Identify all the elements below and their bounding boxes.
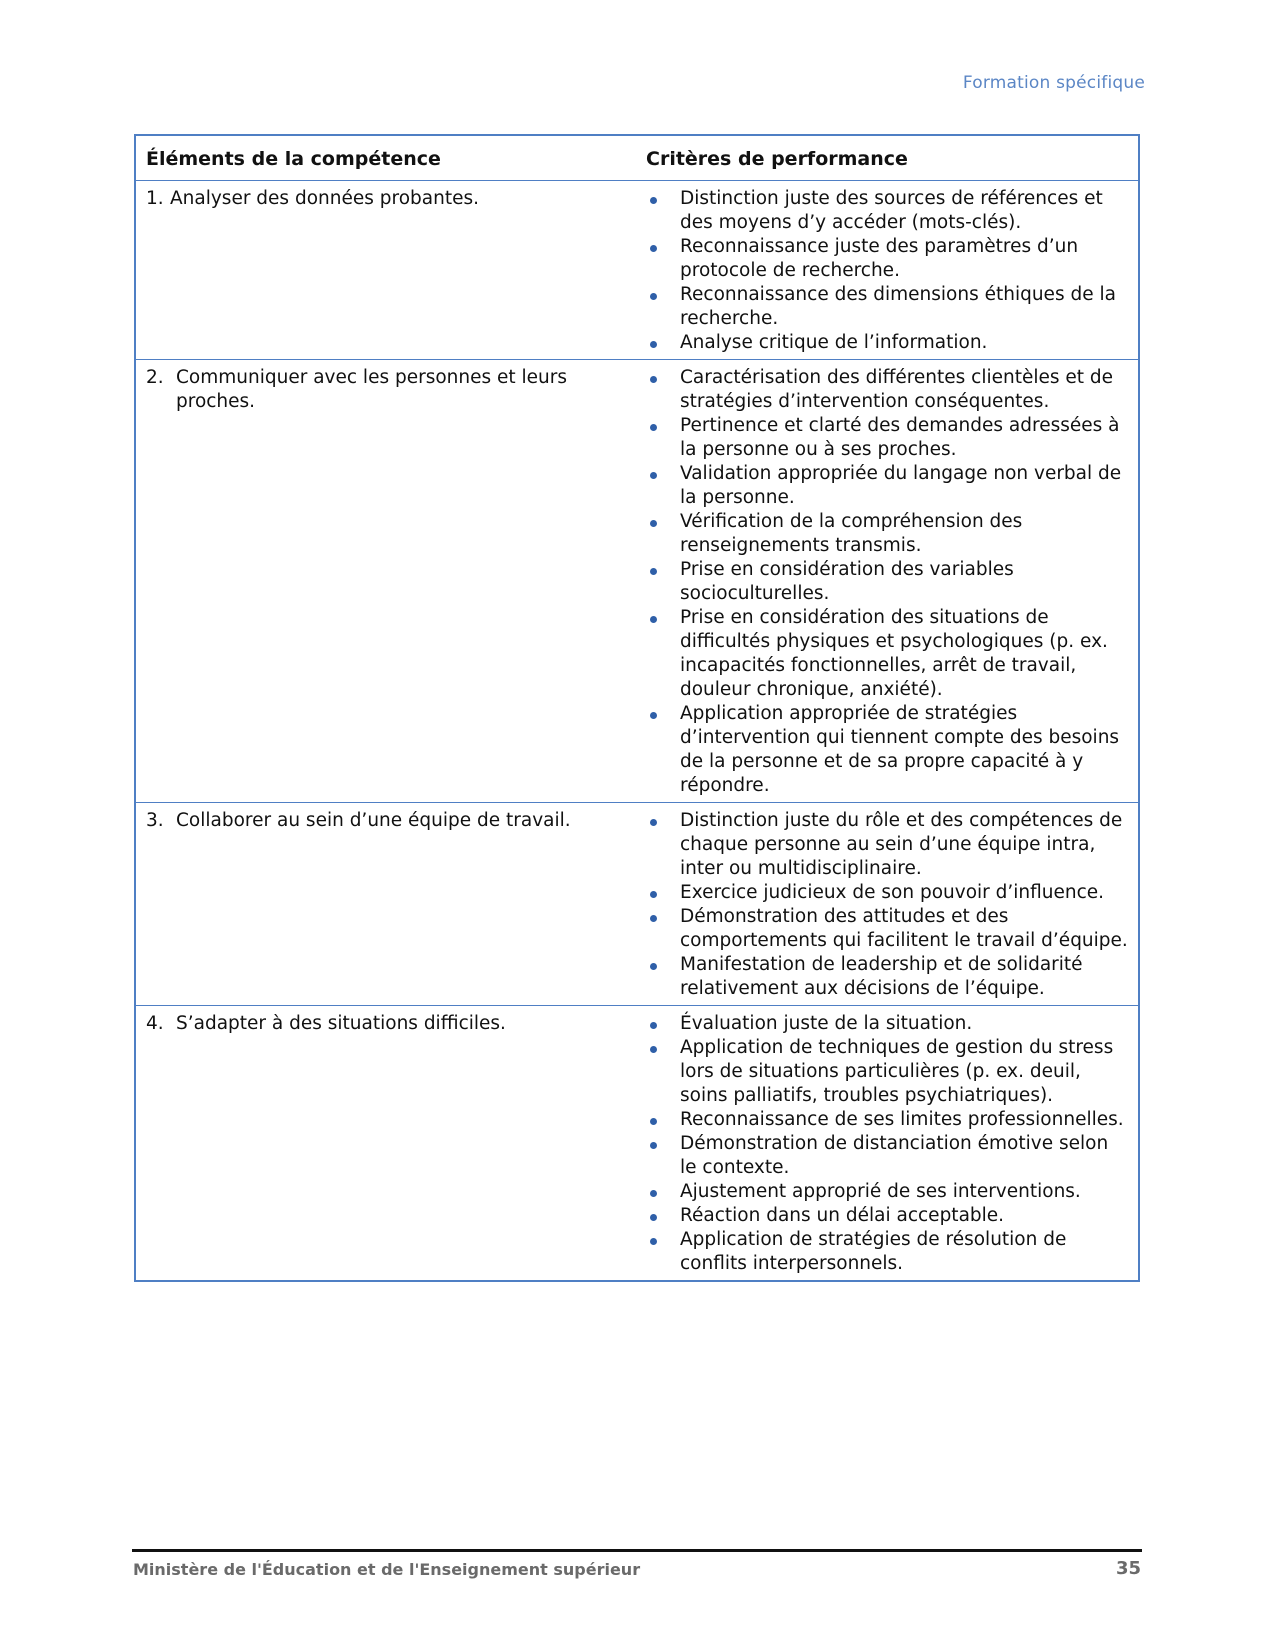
criteria-list (646, 187, 1128, 355)
element-label: Analyser des données probantes. (170, 188, 479, 209)
criteria-cell (636, 1006, 1139, 1282)
criteria-item: Distinction juste des sources de références et des moyens d’y accéder (mots-clés). (646, 187, 1128, 235)
element-number: 3. (146, 810, 164, 831)
element-cell (135, 181, 636, 360)
criteria-item: Application de stratégies de résolution de conflits interpersonnels. (646, 1228, 1128, 1276)
criteria-item: Ajustement approprié de ses interventions. (646, 1180, 1128, 1204)
criteria-item: Vérification de la compréhension des renseignements transmis. (646, 510, 1128, 558)
table-row (135, 181, 1139, 360)
element-label: S’adapter à des situations difficiles. (176, 1013, 506, 1034)
criteria-item: Application de techniques de gestion du stress lors de situations particulières (p. ex. deuil, soins palliatifs, troubles psychiatriques). (646, 1036, 1128, 1108)
footer-divider (132, 1549, 1142, 1552)
element-label: Collaborer au sein d’une équipe de travail. (176, 810, 571, 831)
criteria-item: Démonstration des attitudes et des comportements qui facilitent le travail d’équipe. (646, 905, 1128, 953)
criteria-item: Exercice judicieux de son pouvoir d’influence. (646, 881, 1128, 905)
criteria-item: Prise en considération des situations de difficultés physiques et psychologiques (p. ex. incapacités fonctionnelles, arrêt de travail, douleur chronique, anxiété). (646, 606, 1128, 702)
column-header-elements: Éléments de la compétence (135, 135, 636, 181)
criteria-item: Prise en considération des variables socioculturelles. (646, 558, 1128, 606)
element-cell (135, 1006, 636, 1282)
criteria-item: Démonstration de distanciation émotive selon le contexte. (646, 1132, 1128, 1180)
element-cell (135, 360, 636, 803)
table-row (135, 803, 1139, 1006)
element-number: 4. (146, 1013, 164, 1034)
element-cell (135, 803, 636, 1006)
criteria-item: Réaction dans un délai acceptable. (646, 1204, 1128, 1228)
criteria-item: Pertinence et clarté des demandes adressées à la personne ou à ses proches. (646, 414, 1128, 462)
element-number: 2. (146, 367, 164, 388)
criteria-cell (636, 181, 1139, 360)
table-header-row (135, 135, 1139, 181)
page-number: 35 (1115, 1558, 1141, 1579)
criteria-cell (636, 360, 1139, 803)
criteria-item: Reconnaissance de ses limites professionnelles. (646, 1108, 1128, 1132)
criteria-item: Distinction juste du rôle et des compétences de chaque personne au sein d’une équipe intra, inter ou multidisciplinaire. (646, 809, 1128, 881)
footer-publisher: Ministère de l'Éducation et de l'Enseignement supérieur (133, 1560, 641, 1579)
criteria-cell (636, 803, 1139, 1006)
criteria-item: Application appropriée de stratégies d’intervention qui tiennent compte des besoins de la personne et de sa propre capacité à y répondre. (646, 702, 1128, 798)
criteria-item: Caractérisation des différentes clientèles et de stratégies d’intervention conséquentes. (646, 366, 1128, 414)
criteria-list (646, 1012, 1128, 1276)
element-label: Communiquer avec les personnes et leurs proches. (176, 367, 568, 412)
criteria-item: Validation appropriée du langage non verbal de la personne. (646, 462, 1128, 510)
criteria-item: Reconnaissance juste des paramètres d’un protocole de recherche. (646, 235, 1128, 283)
criteria-item: Évaluation juste de la situation. (646, 1012, 1128, 1036)
table-row (135, 360, 1139, 803)
element-number: 1. (146, 188, 164, 209)
column-header-criteria: Critères de performance (636, 135, 1139, 181)
criteria-list (646, 809, 1128, 1001)
competence-table (134, 134, 1140, 1282)
table-row (135, 1006, 1139, 1282)
criteria-item: Analyse critique de l’information. (646, 331, 1128, 355)
criteria-item: Manifestation de leadership et de solidarité relativement aux décisions de l’équipe. (646, 953, 1128, 1001)
criteria-list (646, 366, 1128, 798)
criteria-item: Reconnaissance des dimensions éthiques de la recherche. (646, 283, 1128, 331)
running-head-title: Formation spécifique (962, 73, 1145, 93)
